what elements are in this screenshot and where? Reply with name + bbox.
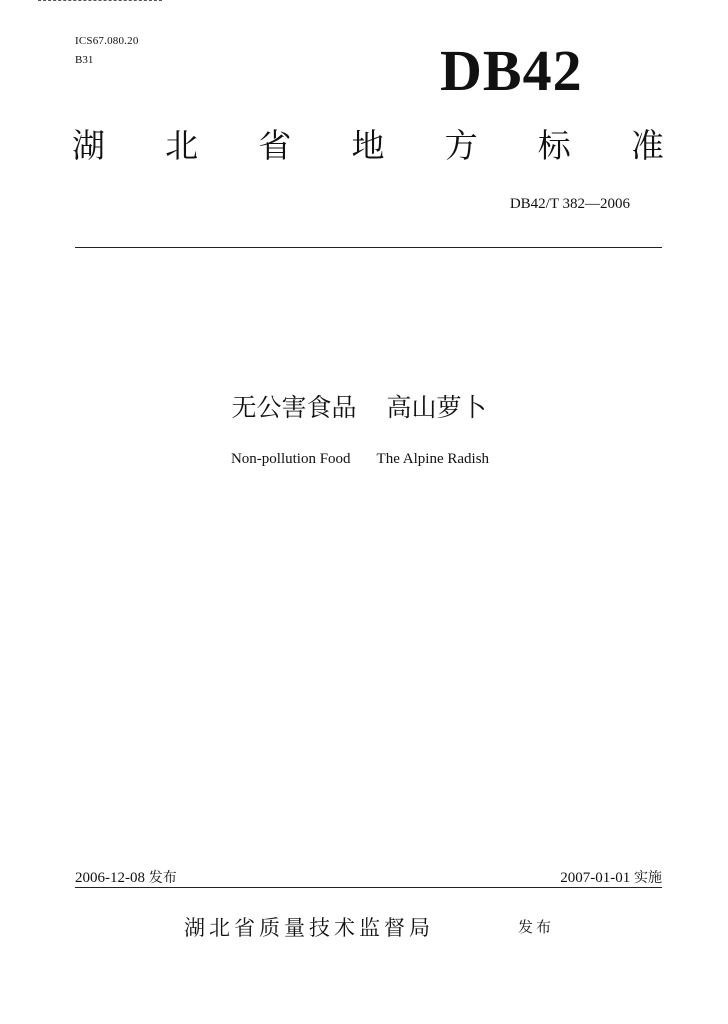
standard-name <box>72 128 664 164</box>
implement-date: 2007-01-01 <box>560 870 631 886</box>
footer-rule <box>75 887 662 888</box>
title-en-part2: The Alpine Radish <box>376 451 490 467</box>
title-en-part1: Non-pollution Food <box>230 451 351 467</box>
ics-code: ICS67.080.20 <box>75 35 139 47</box>
title-english <box>0 451 720 468</box>
db-mark: DB42 <box>440 38 583 103</box>
issued-label: 发布 <box>518 918 555 936</box>
standard-name-char: 准 <box>630 126 664 165</box>
publish-date: 2006-12-08 <box>75 870 145 886</box>
standard-name-char: 方 <box>444 126 478 165</box>
implement-label: 实施 <box>634 870 662 886</box>
ccs-code: B31 <box>75 54 94 66</box>
standard-name-char: 省 <box>258 126 292 165</box>
top-dashed-rule <box>38 0 162 1</box>
title-cn-part2: 高山萝卜 <box>386 393 487 422</box>
standard-name-char: 标 <box>537 126 571 165</box>
title-cn-part1: 无公害食品 <box>231 393 357 422</box>
publish-label: 发布 <box>148 870 177 886</box>
issuing-authority: 湖北省质量技术监督局 <box>184 916 434 940</box>
standard-name-char: 地 <box>351 126 385 165</box>
implement-date-line <box>560 867 662 887</box>
title-chinese <box>0 388 718 424</box>
publish-date-line <box>75 867 177 887</box>
standard-name-char: 湖 <box>72 126 105 165</box>
standard-number: DB42/T 382—2006 <box>509 196 630 212</box>
header-rule <box>75 247 662 248</box>
standard-name-char: 北 <box>165 126 199 165</box>
